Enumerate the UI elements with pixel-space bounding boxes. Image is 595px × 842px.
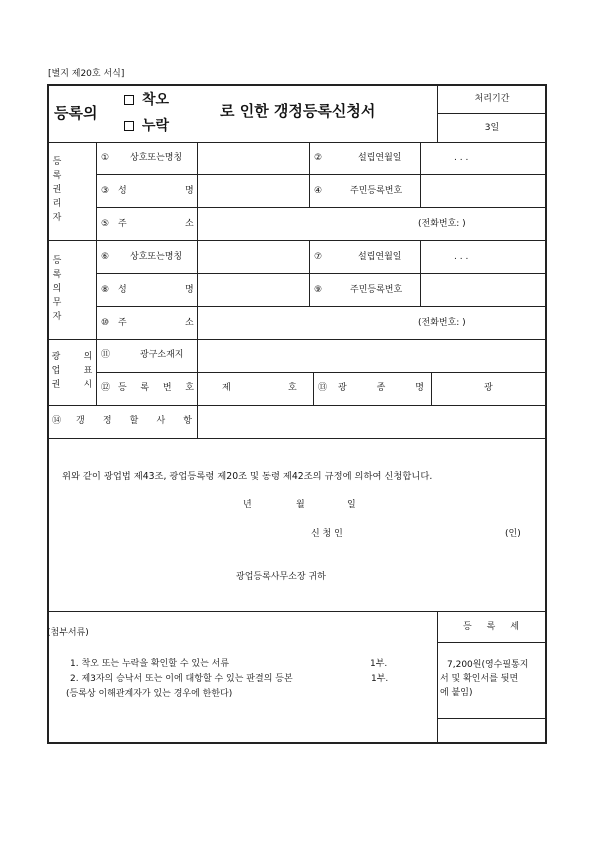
option-omission-label: 누락 — [142, 118, 170, 134]
num-4: ④ — [314, 186, 323, 196]
mine-label-col1: 광 업 권 — [51, 352, 61, 390]
fee-line — [437, 718, 546, 719]
num-3: ③ — [101, 186, 110, 196]
mid-divider — [313, 372, 314, 405]
num-13: ⑬ — [318, 383, 328, 393]
row-line — [96, 306, 546, 307]
attachment-item-2: 2. 제3자의 승낙서 또는 이에 대항할 수 있는 판결의 등본 — [70, 674, 293, 684]
label-address-a: 주 — [118, 219, 127, 229]
num-14: ⑭ — [52, 416, 62, 426]
processing-divider — [437, 113, 546, 114]
header-bottom — [48, 142, 546, 143]
label-trade-name: 상호또는명칭 — [130, 252, 183, 262]
option-error — [124, 93, 169, 107]
declaration-statement: 위와 같이 광업법 제43조, 광업등록령 제20조 및 동령 제42조의 규정에 의하여 신청합니다. — [62, 471, 433, 482]
form-id: [별지 제20호 서식] — [48, 69, 125, 79]
row-line — [48, 339, 546, 340]
fee-header-line — [437, 642, 546, 643]
mid-divider — [431, 372, 432, 405]
mid-divider — [309, 241, 310, 306]
option-omission — [124, 119, 169, 133]
mine-label-col2: 의 표 시 — [83, 352, 93, 390]
num-8: ⑧ — [101, 285, 110, 295]
fee-line-3: 에 붙임) — [440, 688, 473, 698]
label-name-a: 성 — [118, 186, 127, 196]
frame-top — [47, 84, 547, 86]
section-label-divider — [96, 143, 97, 405]
row-line — [96, 273, 546, 274]
label-name-b: 명 — [185, 285, 194, 295]
label-value-divider — [197, 143, 198, 438]
checkbox-error[interactable] — [124, 95, 134, 105]
num-6: ⑥ — [101, 252, 110, 262]
num-2: ② — [314, 153, 323, 163]
title-prefix: 등록의 — [54, 104, 98, 122]
num-5: ⑤ — [101, 219, 110, 229]
date-day: 일 — [347, 500, 356, 510]
frame-bottom — [47, 742, 547, 744]
row-line — [96, 372, 546, 373]
label-address-b: 소 — [185, 219, 194, 229]
row-line — [48, 405, 546, 406]
addressee: 광업등록사무소장 귀하 — [236, 572, 326, 582]
attachment-item-2-note: (등록상 이해관계자가 있는 경우에 한한다) — [66, 689, 233, 699]
title-suffix: 로 인한 갱정등록신청서 — [220, 102, 376, 120]
label-founding-date: 설립연월일 — [358, 252, 402, 262]
reg-ho: 호 — [288, 383, 297, 393]
mineral-suffix: 광 — [484, 383, 493, 393]
header-divider — [437, 85, 438, 143]
row-line — [48, 438, 546, 439]
label-address-b: 소 — [185, 318, 194, 328]
obligor-section-label: 등 록 의 무 자 — [52, 256, 62, 322]
label-address-a: 주 — [118, 318, 127, 328]
mid-divider — [420, 143, 421, 207]
date-year: 년 — [243, 500, 252, 510]
attachment-item-1: 1. 착오 또는 누락을 확인할 수 있는 서류 — [70, 659, 230, 669]
applicant-label: 신 청 인 — [311, 529, 343, 539]
label-name-b: 명 — [185, 186, 194, 196]
fee-line-2: 서 및 확인서를 뒷면 — [440, 674, 519, 684]
fee-label: 등 록 세 — [463, 622, 519, 632]
num-10: ⑩ — [101, 318, 110, 328]
label-mineral-name: 광 종 명 — [338, 383, 424, 393]
label-trade-name: 상호또는명칭 — [130, 153, 183, 163]
label-resident-number: 주민등록번호 — [350, 285, 403, 295]
mid-divider — [309, 143, 310, 207]
founding-date-dots: . . . — [454, 252, 469, 262]
frame-left — [47, 84, 49, 744]
row-line — [96, 207, 546, 208]
founding-date-dots: . . . — [454, 153, 469, 163]
fee-divider — [437, 611, 438, 743]
frame-right — [545, 84, 547, 744]
phone-field: (전화번호: ) — [418, 318, 466, 328]
label-mine-location: 광구소재지 — [140, 350, 184, 360]
attachment-item-1-qty: 1부. — [370, 659, 388, 669]
label-resident-number: 주민등록번호 — [350, 186, 403, 196]
checkbox-omission[interactable] — [124, 121, 134, 131]
attachment-item-2-qty: 1부. — [371, 674, 389, 684]
label-founding-date: 설립연월일 — [358, 153, 402, 163]
label-correction: 갱 정 할 사 항 — [76, 416, 192, 426]
attachments-header: (첨부서류) — [47, 628, 89, 638]
row-line — [48, 240, 546, 241]
phone-field: (전화번호: ) — [418, 219, 466, 229]
label-reg-number: 등 록 번 호 — [118, 383, 194, 393]
num-11: ⑪ — [101, 350, 111, 360]
label-name-a: 성 — [118, 285, 127, 295]
holder-section-label: 등 록 권 리 자 — [52, 157, 62, 223]
row-line — [96, 174, 546, 175]
mid-divider — [420, 241, 421, 306]
seal-mark: (인) — [505, 529, 521, 539]
processing-value: 3일 — [484, 123, 500, 133]
date-month: 월 — [296, 500, 305, 510]
declaration-bottom — [48, 611, 546, 612]
fee-line-1: 7,200원(영수필통지 — [447, 660, 529, 670]
reg-je: 제 — [222, 383, 231, 393]
num-12: ⑫ — [101, 383, 111, 393]
processing-label: 처리기간 — [474, 94, 510, 104]
option-error-label: 착오 — [142, 92, 170, 108]
num-9: ⑨ — [314, 285, 323, 295]
num-1: ① — [101, 153, 110, 163]
num-7: ⑦ — [314, 252, 323, 262]
